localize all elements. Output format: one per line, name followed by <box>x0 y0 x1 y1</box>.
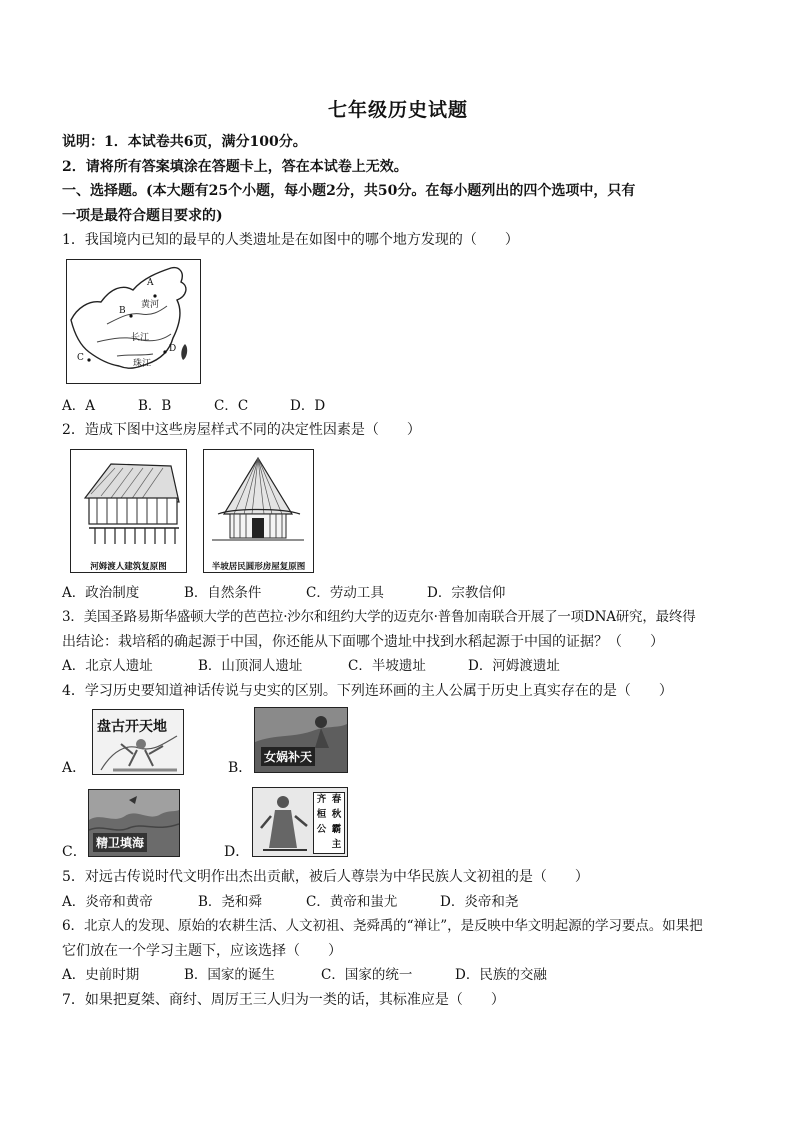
hemudu-house-figure <box>70 449 187 573</box>
qhg-char-3: 霸 <box>331 824 342 835</box>
q3-line2: 出结论：栽培稻的确起源于中国，你还能从下面哪个遗址中找到水稻起源于中国的证据？（ ） <box>62 633 664 650</box>
q4-label-c[interactable]: C． <box>62 844 87 860</box>
q3-line1: 3．美国圣路易斯华盛顿大学的芭芭拉·沙尔和纽约大学的迈克尔·普鲁加南联合开展了一项DNA研究，最终得 <box>62 609 696 625</box>
page-title: 七年级历史试题 <box>327 99 468 121</box>
banpo-house-figure <box>203 449 314 573</box>
qhg-char-4: 主 <box>331 839 342 850</box>
section-heading-line2: 一项是最符合题目要求的) <box>62 207 223 224</box>
q3-option-d[interactable]: D．河姆渡遗址 <box>468 658 560 674</box>
note-1: 说明：1．本试卷共6页，满分100分。 <box>62 134 307 150</box>
exam-page <box>62 95 734 1012</box>
q6-option-d[interactable]: D．民族的交融 <box>455 967 547 983</box>
nuwa-title: 女娲补天 <box>261 747 315 766</box>
q1-stem: 1．我国境内已知的最早的人类遗址是在如图中的哪个地方发现的（ ） <box>62 232 519 248</box>
q3-option-b[interactable]: B．山顶洞人遗址 <box>198 658 303 674</box>
q5-option-c[interactable]: C．黄帝和蚩尤 <box>306 893 398 910</box>
q5-option-a[interactable]: A．炎帝和黄帝 <box>62 893 153 910</box>
map-label-c: C <box>77 352 84 363</box>
qhg-char-6: 桓 <box>316 809 327 820</box>
round-hut-icon <box>204 450 313 550</box>
map-label-huanghe: 黄河 <box>141 299 160 310</box>
q4-label-a[interactable]: A． <box>62 760 87 776</box>
q2-option-d[interactable]: D．宗教信仰 <box>427 584 506 601</box>
stilt-house-icon <box>71 450 186 550</box>
section-heading-line1: 一、选择题。(本大题有25个小题，每小题2分，共50分。在每小题列出的四个选项中，只有 <box>62 183 636 199</box>
map-label-zhujiang: 珠江 <box>133 358 152 369</box>
map-label-a: A <box>147 277 154 288</box>
q5-option-d[interactable]: D．炎帝和尧 <box>440 893 519 910</box>
q4-label-d[interactable]: D． <box>224 844 250 860</box>
q1-option-b[interactable]: B．B <box>138 397 172 414</box>
pangu-title: 盘古开天地 <box>97 719 167 735</box>
q1-options <box>62 394 734 419</box>
q7-stem: 7．如果把夏桀、商纣、周厉王三人归为一类的话，其标准应是（ ） <box>62 991 505 1008</box>
pangu-figure-icon <box>93 710 183 774</box>
jingwei-image[interactable] <box>88 789 180 857</box>
china-map-figure <box>66 259 201 384</box>
jingwei-title: 精卫填海 <box>93 833 147 852</box>
banpo-caption: 半坡居民圆形房屋复原图 <box>211 561 306 572</box>
q2-option-c[interactable]: C．劳动工具 <box>306 584 384 601</box>
map-label-b: B <box>119 305 126 316</box>
q3-option-c[interactable]: C．半坡遗址 <box>348 658 426 674</box>
q5-stem: 5．对远古传说时代文明作出杰出贡献，被后人尊崇为中华民族人文初祖的是（ ） <box>62 869 589 885</box>
q6-options <box>62 963 734 988</box>
q6-option-c[interactable]: C．国家的统一 <box>321 967 413 983</box>
q6-line2: 它们放在一个学习主题下，应该选择（ ） <box>62 942 342 959</box>
duke-figure-icon <box>253 788 317 856</box>
house-figures <box>70 449 734 573</box>
map-label-d: D <box>169 343 177 354</box>
q2-option-a[interactable]: A．政治制度 <box>62 584 140 601</box>
map-label-changjiang: 长江 <box>131 332 150 343</box>
q1-option-a[interactable]: A．A <box>62 397 95 414</box>
note-2: 2．请将所有答案填涂在答题卡上，答在本试卷上无效。 <box>62 158 408 175</box>
q5-options <box>62 890 734 915</box>
hemudu-caption: 河姆渡人建筑复原图 <box>90 561 167 572</box>
q2-stem: 2．造成下图中这些房屋样式不同的决定性因素是（ ） <box>62 422 421 438</box>
q4-label-b[interactable]: B． <box>228 760 253 776</box>
q1-option-c[interactable]: C．C <box>214 397 249 414</box>
q3-options <box>62 654 734 679</box>
q5-option-b[interactable]: B．尧和舜 <box>198 893 262 910</box>
q2-options <box>62 581 734 606</box>
qhg-char-5: 齐 <box>316 794 327 805</box>
q2-option-b[interactable]: B．自然条件 <box>184 584 262 601</box>
q6-option-a[interactable]: A．史前时期 <box>62 967 140 983</box>
q4-row-2 <box>62 787 734 859</box>
q1-option-d[interactable]: D．D <box>290 397 326 414</box>
nuwa-image[interactable] <box>254 707 348 773</box>
q6-option-b[interactable]: B．国家的诞生 <box>184 967 275 983</box>
q4-row-1 <box>62 707 734 779</box>
pangu-image[interactable] <box>92 709 184 775</box>
qhg-char-2: 秋 <box>331 809 342 820</box>
qihuangong-image[interactable] <box>252 787 348 857</box>
q3-option-a[interactable]: A．北京人遗址 <box>62 658 153 674</box>
qhg-char-1: 春 <box>331 794 342 805</box>
qhg-char-7: 公 <box>316 824 327 835</box>
q4-stem: 4．学习历史要知道神话传说与史实的区别。下列连环画的主人公属于历史上真实存在的是（ ） <box>62 682 673 699</box>
q6-line1: 6．北京人的发现、原始的农耕生活、人文初祖、尧舜禹的“禅让”，是反映中华文明起源的学习要点。如果把 <box>62 918 703 934</box>
qihuangong-text-panel <box>313 792 345 854</box>
